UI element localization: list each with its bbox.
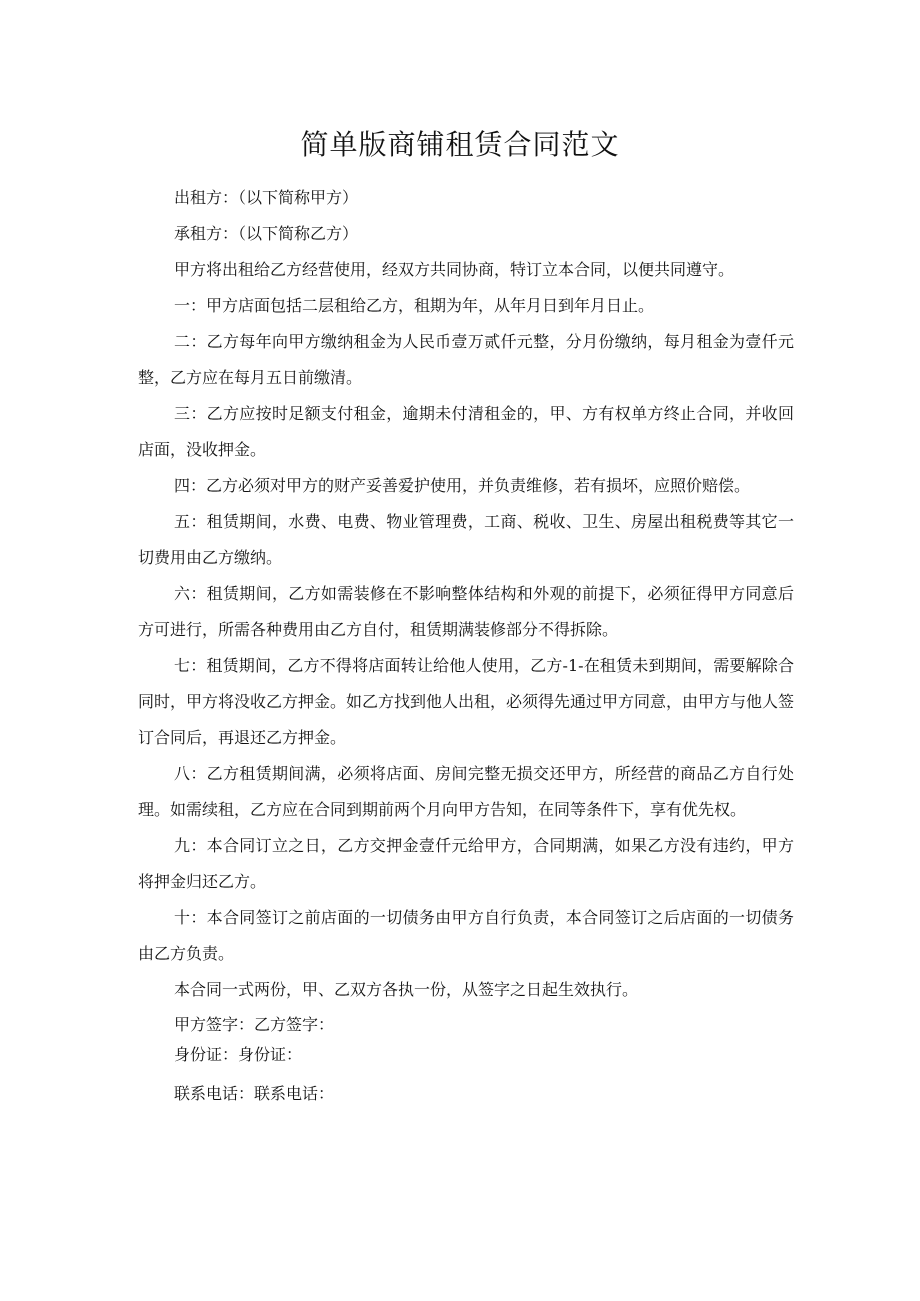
signature-line: 甲方签字：乙方签字： — [174, 1015, 335, 1034]
clause-5: 五：租赁期间，水费、电费、物业管理费，工商、税收、卫生、房屋出租税费等其它一切费用由乙方缴纳。 — [138, 512, 794, 567]
clause-10: 十：本合同签订之前店面的一切债务由甲方自行负责，本合同签订之后店面的一切债务由乙方负责。 — [138, 908, 794, 963]
clause-6: 六：租赁期间，乙方如需装修在不影响整体结构和外观的前提下，必须征得甲方同意后方可进行，所需各种费用由乙方自付，租赁期满装修部分不得拆除。 — [138, 584, 794, 639]
clause-9: 九：本合同订立之日，乙方交押金壹仟元给甲方，合同期满，如果乙方没有违约，甲方将押金归还乙方。 — [138, 836, 794, 891]
preamble-paragraph: 甲方将出租给乙方经营使用，经双方共同协商，特订立本合同，以便共同遵守。 — [174, 260, 735, 279]
clause-1: 一：甲方店面包括二层租给乙方，租期为年，从年月日到年月日止。 — [174, 296, 655, 315]
clause-3: 三：乙方应按时足额支付租金，逾期未付清租金的，甲、方有权单方终止合同，并收回店面，没收押金。 — [138, 404, 794, 459]
document-title: 简单版商铺租赁合同范文 — [300, 128, 620, 161]
clause-7: 七：租赁期间，乙方不得将店面转让给他人使用，乙方-1-在租赁未到期间，需要解除合同时，甲方将没收乙方押金。如乙方找到他人出租，必须得先通过甲方同意，由甲方与他人签订合同后，再退还乙方押金。 — [138, 656, 795, 747]
clause-4: 四：乙方必须对甲方的财产妥善爱护使用，并负责维修，若有损坏，应照价赔偿。 — [174, 476, 751, 495]
document-body — [138, 180, 794, 1112]
copies-paragraph: 本合同一式两份，甲、乙双方各执一份，从签字之日起生效执行。 — [174, 980, 639, 999]
lessee-line: 承租方：（以下简称乙方） — [174, 224, 359, 243]
lessor-line: 出租方：（以下简称甲方） — [174, 188, 359, 207]
phone-line: 联系电话：联系电话： — [174, 1084, 335, 1103]
clause-8: 八：乙方租赁期间满，必须将店面、房间完整无损交还甲方，所经营的商品乙方自行处理。如需续租，乙方应在合同到期前两个月向甲方告知，在同等条件下，享有优先权。 — [138, 764, 794, 819]
id-card-line: 身份证：身份证： — [174, 1045, 303, 1064]
clause-2: 二：乙方每年向甲方缴纳租金为人民币壹万贰仟元整，分月份缴纳，每月租金为壹仟元整，乙方应在每月五日前缴清。 — [138, 332, 794, 387]
